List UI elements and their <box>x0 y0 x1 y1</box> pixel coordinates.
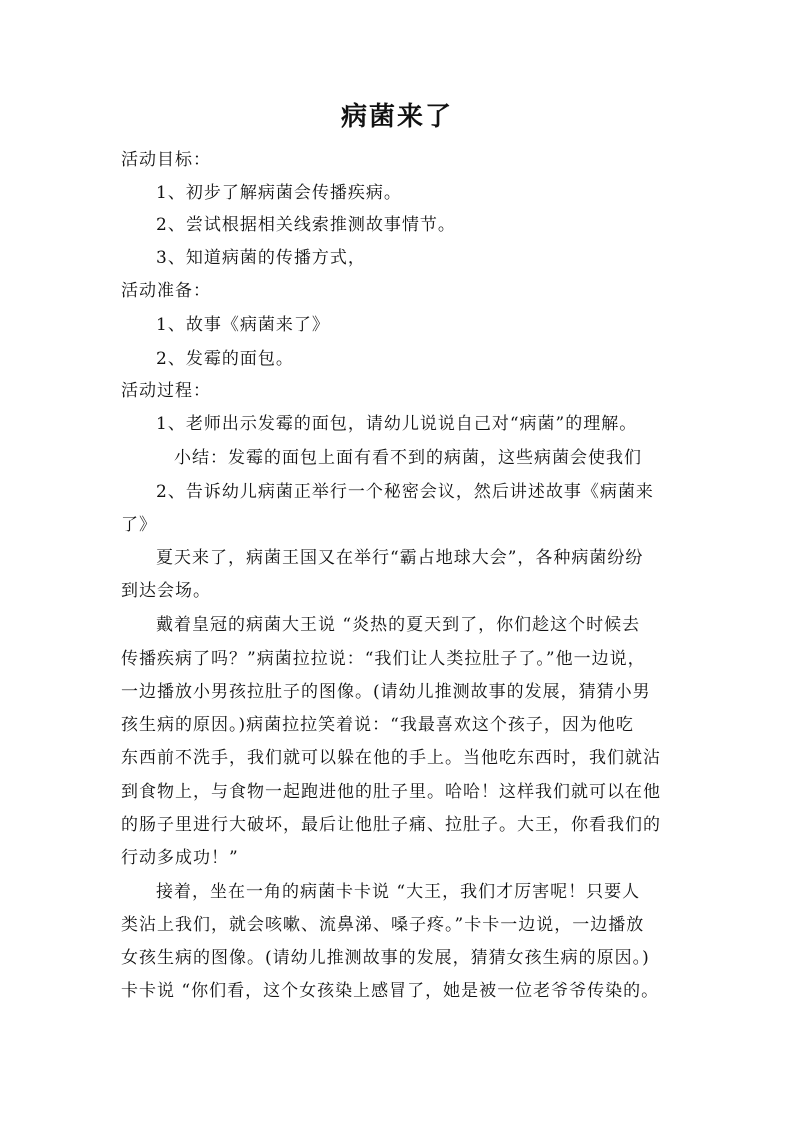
story-paragraph-line: 一边播放小男孩拉肚子的图像。(请幼儿推测故事的发展，猜猜小男 <box>121 682 651 702</box>
story-paragraph-line: 卡卡说 “你们看，这个女孩染上感冒了，她是被一位老爷爷传染的。 <box>121 981 660 1001</box>
text-line: 了》 <box>121 515 157 535</box>
list-item: 2、告诉幼儿病菌正举行一个秘密会议，然后讲述故事《病菌来 <box>156 482 654 502</box>
story-paragraph-line: 类沾上我们，就会咳嗽、流鼻涕、嗓子疼。”卡卡一边说，一边播放 <box>121 915 645 935</box>
list-item: 2、尝试根据相关线索推测故事情节。 <box>156 215 456 235</box>
list-item: 3、知道病菌的传播方式， <box>156 248 366 268</box>
story-paragraph-line: 戴着皇冠的病菌大王说 “炎热的夏天到了，你们趁这个时候去 <box>156 615 641 635</box>
story-paragraph-line: 孩生病的原因。)病菌拉拉笑着说：“我最喜欢这个孩子，因为他吃 <box>121 715 634 735</box>
story-paragraph-line: 接着，坐在一角的病菌卡卡说 “大王，我们才厉害呢！只要人 <box>156 882 641 902</box>
story-paragraph-line: 到达会场。 <box>121 581 211 601</box>
summary-line: 小结：发霉的面包上面有看不到的病菌，这些病菌会使我们 <box>174 448 642 468</box>
section-heading-preparation: 活动准备： <box>121 281 211 301</box>
list-item: 1、老师出示发霉的面包，请幼儿说说自己对“病菌”的理解。 <box>156 414 638 434</box>
story-paragraph-line: 传播疾病了吗？”病菌拉拉说：“我们让人类拉肚子了。”他一边说， <box>121 649 646 669</box>
document-title: 病菌来了 <box>340 102 453 132</box>
list-item: 1、故事《病菌来了》 <box>156 315 330 335</box>
list-item: 2、发霉的面包。 <box>156 349 294 369</box>
story-paragraph-line: 行动多成功！” <box>121 848 239 868</box>
story-paragraph-line: 东西前不洗手，我们就可以躲在他的手上。当他吃东西时，我们就沾 <box>121 748 661 768</box>
story-paragraph-line: 到食物上，与食物一起跑进他的肚子里。哈哈！这样我们就可以在他 <box>121 782 661 802</box>
list-item: 1、初步了解病菌会传播疾病。 <box>156 183 402 203</box>
story-paragraph-line: 的肠子里进行大破坏，最后让他肚子痛、拉肚子。大王，你看我们的 <box>121 815 661 835</box>
story-paragraph-line: 夏天来了，病菌王国又在举行“霸占地球大会”，各种病菌纷纷 <box>156 548 644 568</box>
story-paragraph-line: 女孩生病的图像。(请幼儿推测故事的发展，猜猜女孩生病的原因。) <box>121 948 650 968</box>
section-heading-goals: 活动目标： <box>121 150 211 170</box>
section-heading-process: 活动过程： <box>121 381 211 401</box>
